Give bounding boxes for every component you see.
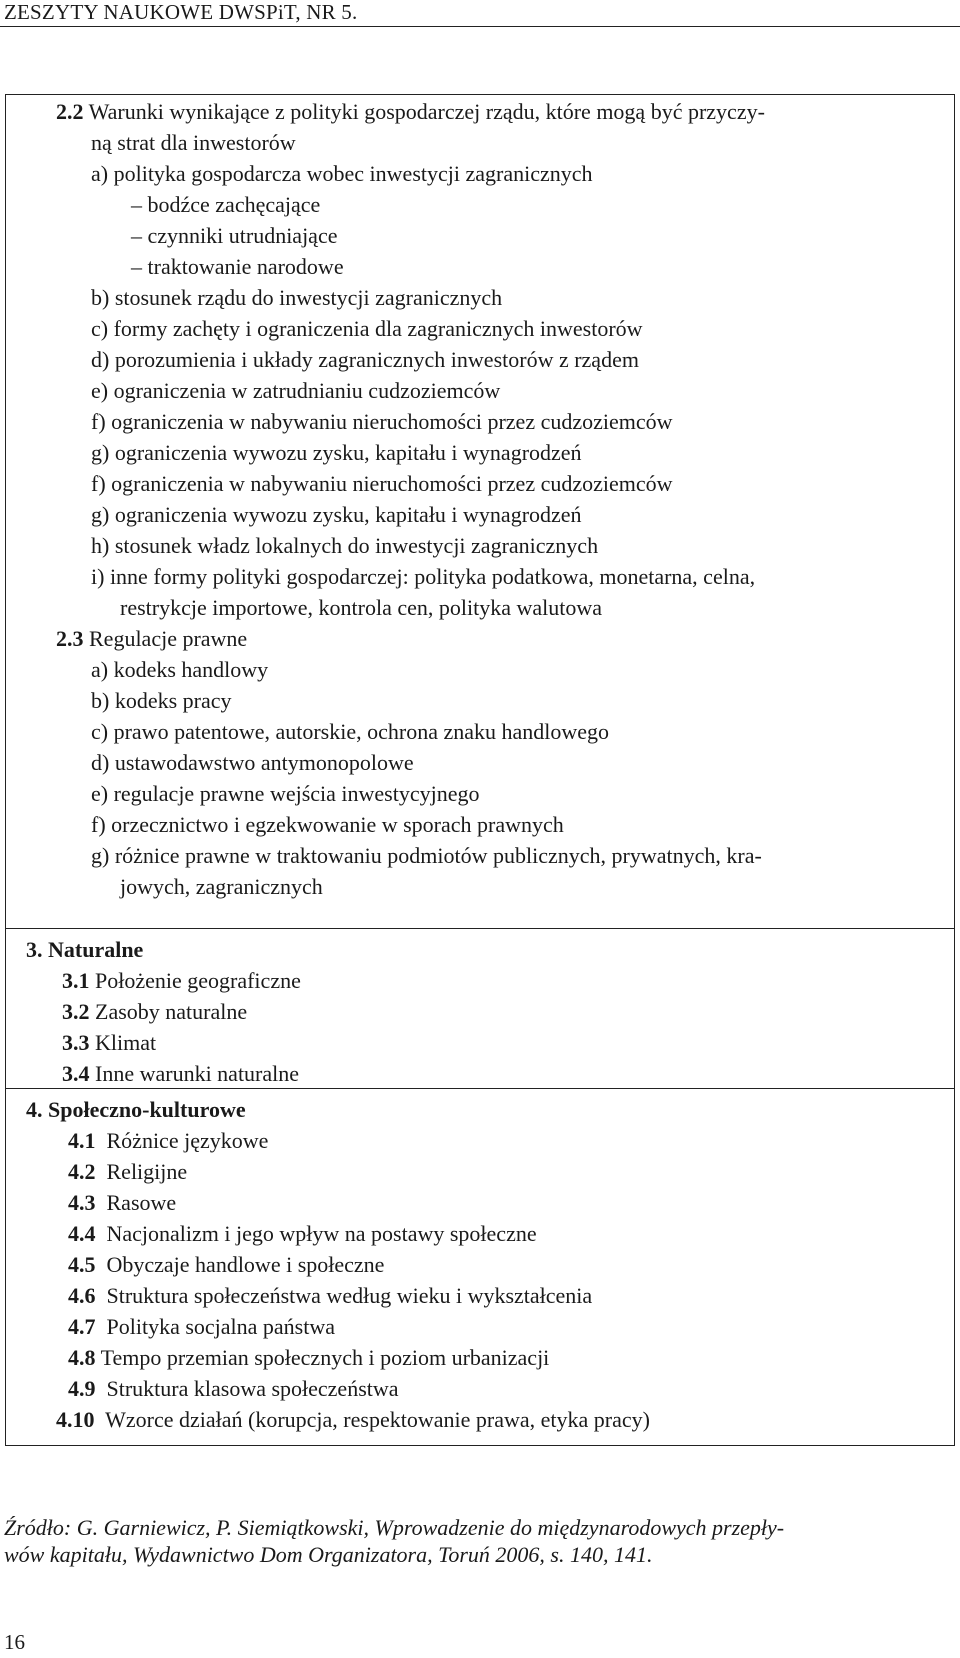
- list-item: d) porozumienia i układy zagranicznych inwestorów z rządem: [91, 347, 639, 372]
- list-item: i) inne formy polityki gospodarczej: polityka podatkowa, monetarna, celna,: [91, 564, 756, 589]
- list-item: 4.7 Polityka socjalna państwa: [68, 1314, 336, 1339]
- heading-2-3: 2.3 Regulacje prawne: [56, 626, 248, 651]
- list-item: 3.4 Inne warunki naturalne: [62, 1061, 300, 1086]
- list-item: – czynniki utrudniające: [131, 223, 338, 248]
- source-footnote: [4, 1514, 954, 1568]
- footnote-line-1: Źródło: G. Garniewicz, P. Siemiątkowski, Wprowadzenie do międzynarodowych przepły-: [4, 1515, 785, 1540]
- list-item: g) ograniczenia wywozu zysku, kapitału i wynagrodzeń: [91, 502, 582, 527]
- list-item: h) stosunek władz lokalnych do inwestycji zagranicznych: [91, 533, 599, 558]
- list-item: b) stosunek rządu do inwestycji zagranicznych: [91, 285, 503, 310]
- list-item: f) ograniczenia w nabywaniu nieruchomości przez cudzoziemców: [91, 409, 673, 434]
- list-item: c) prawo patentowe, autorskie, ochrona znaku handlowego: [91, 719, 610, 744]
- section-2-block: [5, 94, 955, 929]
- list-item: 4.3 Rasowe: [68, 1190, 177, 1215]
- list-item: 3.3 Klimat: [62, 1030, 157, 1055]
- list-item: 3.2 Zasoby naturalne: [62, 999, 248, 1024]
- section-3-title: 3. Naturalne: [26, 937, 144, 962]
- list-item: g) ograniczenia wywozu zysku, kapitału i wynagrodzeń: [91, 440, 582, 465]
- list-item: 4.2 Religijne: [68, 1159, 188, 1184]
- section-3-block: [5, 929, 955, 1089]
- list-item: c) formy zachęty i ograniczenia dla zagranicznych inwestorów: [91, 316, 643, 341]
- list-item: e) regulacje prawne wejścia inwestycyjnego: [91, 781, 480, 806]
- running-header: ZESZYTY NAUKOWE DWSPiT, NR 5.: [4, 0, 358, 24]
- list-item-cont: restrykcje importowe, kontrola cen, polityka walutowa: [120, 595, 603, 620]
- list-item: f) orzecznictwo i egzekwowanie w sporach prawnych: [91, 812, 564, 837]
- footnote-line-2: wów kapitału, Wydawnictwo Dom Organizatora, Toruń 2006, s. 140, 141.: [4, 1542, 653, 1567]
- list-item: 4.10 Wzorce działań (korupcja, respektowanie prawa, etyka pracy): [56, 1407, 650, 1432]
- list-item: 4.6 Struktura społeczeństwa według wieku i wykształcenia: [68, 1283, 593, 1308]
- heading-2-2-cont: ną strat dla inwestorów: [91, 130, 296, 155]
- list-item: b) kodeks pracy: [91, 688, 232, 713]
- list-item: 4.5 Obyczaje handlowe i społeczne: [68, 1252, 385, 1277]
- list-item: a) kodeks handlowy: [91, 657, 269, 682]
- list-item: g) różnice prawne w traktowaniu podmiotów publicznych, prywatnych, kra-: [91, 843, 762, 868]
- factors-table: [5, 94, 955, 1446]
- section-4-title: 4. Społeczno-kulturowe: [26, 1097, 246, 1122]
- list-item: – bodźce zachęcające: [131, 192, 321, 217]
- heading-2-2: 2.2 Warunki wynikające z polityki gospodarczej rządu, które mogą być przyczy-: [56, 99, 765, 124]
- list-item: 4.4 Nacjonalizm i jego wpływ na postawy społeczne: [68, 1221, 537, 1246]
- page-number: 16: [4, 1630, 25, 1654]
- list-item: d) ustawodawstwo antymonopolowe: [91, 750, 414, 775]
- header-rule: [0, 26, 960, 27]
- list-item: 4.1 Różnice językowe: [68, 1128, 269, 1153]
- list-item-cont: jowych, zagranicznych: [120, 874, 323, 899]
- list-item: 4.8 Tempo przemian społecznych i poziom urbanizacji: [68, 1345, 550, 1370]
- list-item: 3.1 Położenie geograficzne: [62, 968, 301, 993]
- list-item: – traktowanie narodowe: [131, 254, 344, 279]
- list-item: a) polityka gospodarcza wobec inwestycji zagranicznych: [91, 161, 593, 186]
- section-4-block: [5, 1089, 955, 1446]
- list-item: 4.9 Struktura klasowa społeczeństwa: [68, 1376, 399, 1401]
- list-item: e) ograniczenia w zatrudnianiu cudzoziemców: [91, 378, 501, 403]
- list-item: f) ograniczenia w nabywaniu nieruchomości przez cudzoziemców: [91, 471, 673, 496]
